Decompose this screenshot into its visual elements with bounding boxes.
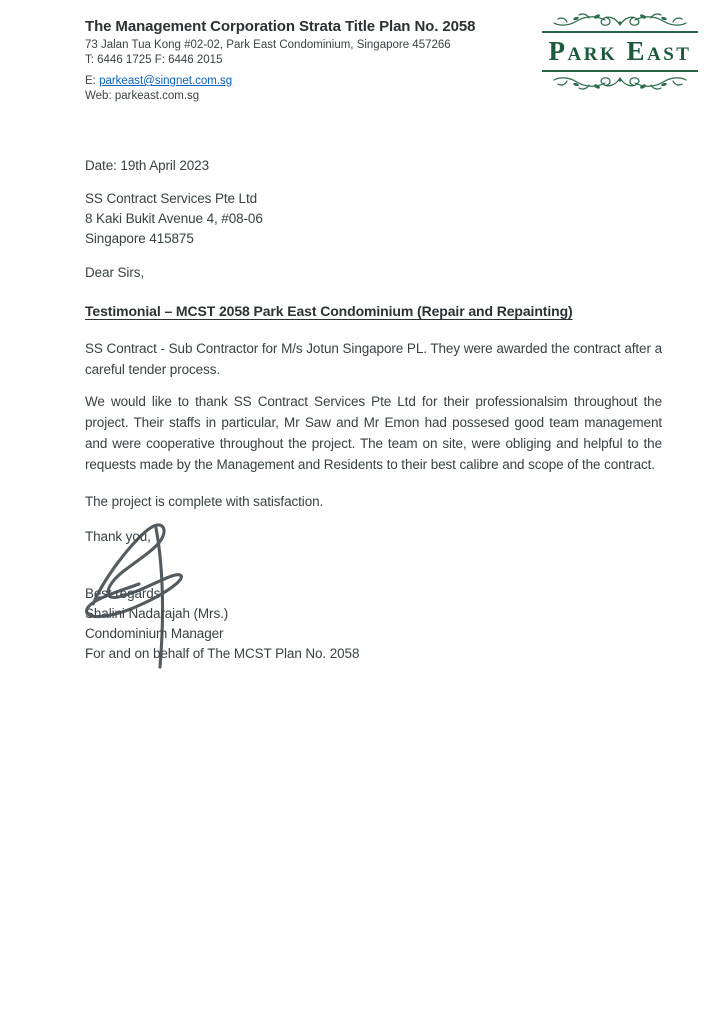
org-email-line <box>85 74 515 89</box>
paragraph-1: SS Contract - Sub Contractor for M/s Jotun Singapore PL. They were awarded the contract after a careful tender process. <box>85 341 662 377</box>
email-label: E: <box>85 75 100 87</box>
signatory-block <box>85 604 662 664</box>
org-phone-fax: T: 6446 1725 F: 6446 2015 <box>85 53 223 66</box>
recipient-street: 8 Kaki Bukit Avenue 4, #08-06 <box>85 211 263 226</box>
web-url: parkeast.com.sg <box>114 89 200 102</box>
paragraph-3: The project is complete with satisfaction. <box>85 494 324 509</box>
date-line: Date: 19th April 2023 <box>85 158 209 173</box>
park-east-logo <box>542 10 698 93</box>
paragraph-2: We would like to thank SS Contract Services Pte Ltd for their professionalsim throughout the project. Their staffs in particular, Mr Saw and Mr Emon had possesed good team management and were cooperative throughout the project. The team on site, were obliging and helpful to the requests made by the Management and Residents to their best calibre and scope of the contract. <box>85 394 662 472</box>
letter-body <box>85 155 662 664</box>
org-address: 73 Jalan Tua Kong #02-02, Park East Condominium, Singapore 457266 <box>85 39 451 51</box>
signatory-name: Shalini Nadarajah (Mrs.) <box>85 606 229 621</box>
logo-flourish-bottom-icon <box>545 73 695 93</box>
org-name: The Management Corporation Strata Title Plan No. 2058 <box>85 18 476 35</box>
web-label: Web: <box>85 89 115 102</box>
salutation: Dear Sirs, <box>85 265 145 280</box>
recipient-name: SS Contract Services Pte Ltd <box>85 191 258 206</box>
logo-text: Park East <box>548 36 692 66</box>
subject-heading: Testimonial – MCST 2058 Park East Condominium (Repair and Repainting) <box>85 303 573 319</box>
letterhead <box>85 18 515 103</box>
logo-flourish-top-icon <box>545 10 695 30</box>
email-link[interactable]: parkeast@singnet.com.sg <box>99 75 233 87</box>
signatory-title: Condominium Manager <box>85 626 224 641</box>
org-web-line <box>85 89 515 104</box>
signatory-on-behalf: For and on behalf of The MCST Plan No. 2058 <box>85 646 360 661</box>
recipient-address-block <box>85 189 662 249</box>
closing-block <box>85 526 662 664</box>
thanks-line: Thank you, <box>85 529 151 544</box>
recipient-city: Singapore 415875 <box>85 231 194 246</box>
logo-rule-top <box>542 31 698 33</box>
closing-line: Best regards, <box>85 586 164 601</box>
